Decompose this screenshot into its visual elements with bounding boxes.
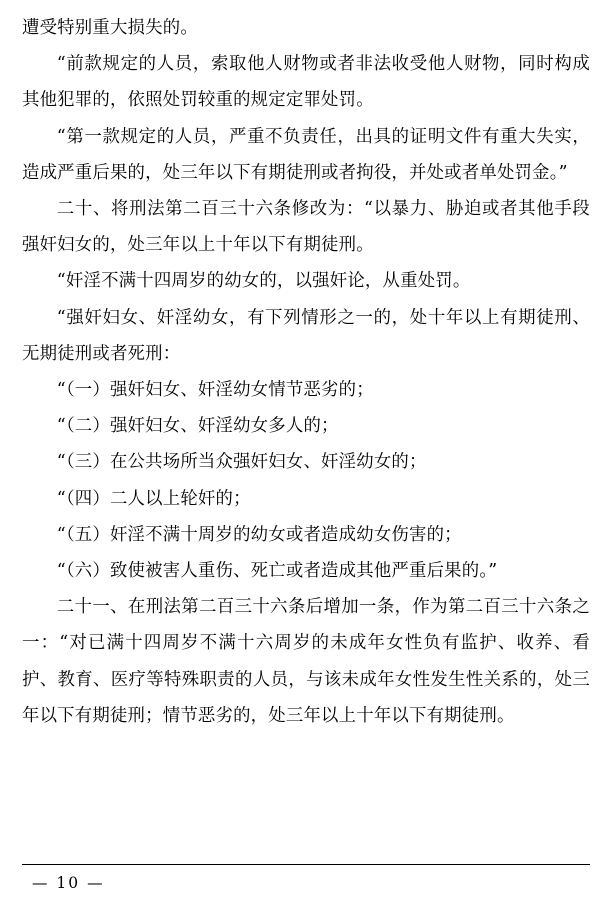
paragraph: “（三）在公共场所当众强奸妇女、奸淫幼女的； (56, 452, 427, 473)
paragraph: “奸淫不满十四周岁的幼女的，以强奸论，从重处罚。 (56, 271, 471, 292)
document-body (22, 10, 590, 734)
page-number: — 10 — (32, 874, 105, 892)
paragraph: “强奸妇女、奸淫幼女，有下列情形之一的，处十年以上有期徒刑、无期徒刑或者死刑： (22, 307, 590, 364)
page-footer (0, 864, 612, 893)
footer-divider (22, 864, 590, 865)
paragraph: “（五）奸淫不满十周岁的幼女或者造成幼女伤害的； (56, 524, 462, 545)
paragraph: “第一款规定的人员，严重不负责任，出具的证明文件有重大失实，造成严重后果的，处三年以下有期徒刑或者拘役，并处或者单处罚金。” (22, 126, 590, 183)
paragraph: “（一）强奸妇女、奸淫幼女情节恶劣的； (56, 380, 374, 401)
paragraph: “（四）二人以上轮奸的； (56, 488, 251, 509)
paragraph: “（二）强奸妇女、奸淫幼女多人的； (56, 416, 339, 437)
paragraph: 二十、将刑法第二百三十六条修改为：“以暴力、胁迫或者其他手段强奸妇女的，处三年以上十年以下有期徒刑。 (22, 199, 590, 256)
paragraph: “（六）致使被害人重伤、死亡或者造成其他严重后果的。” (56, 561, 498, 582)
paragraph: 二十一、在刑法第二百三十六条后增加一条，作为第二百三十六条之一：“对已满十四周岁不满十六周岁的未成年女性负有监护、收养、看护、教育、医疗等特殊职责的人员，与该未成年女性发生性关系的，处三年以下有期徒刑；情节恶劣的，处三年以上十年以下有期徒刑。 (22, 597, 590, 726)
paragraph: 遭受特别重大损失的。 (22, 18, 198, 38)
paragraph: “前款规定的人员，索取他人财物或者非法收受他人财物，同时构成其他犯罪的，依照处罚较重的规定定罪处罚。 (22, 54, 590, 111)
